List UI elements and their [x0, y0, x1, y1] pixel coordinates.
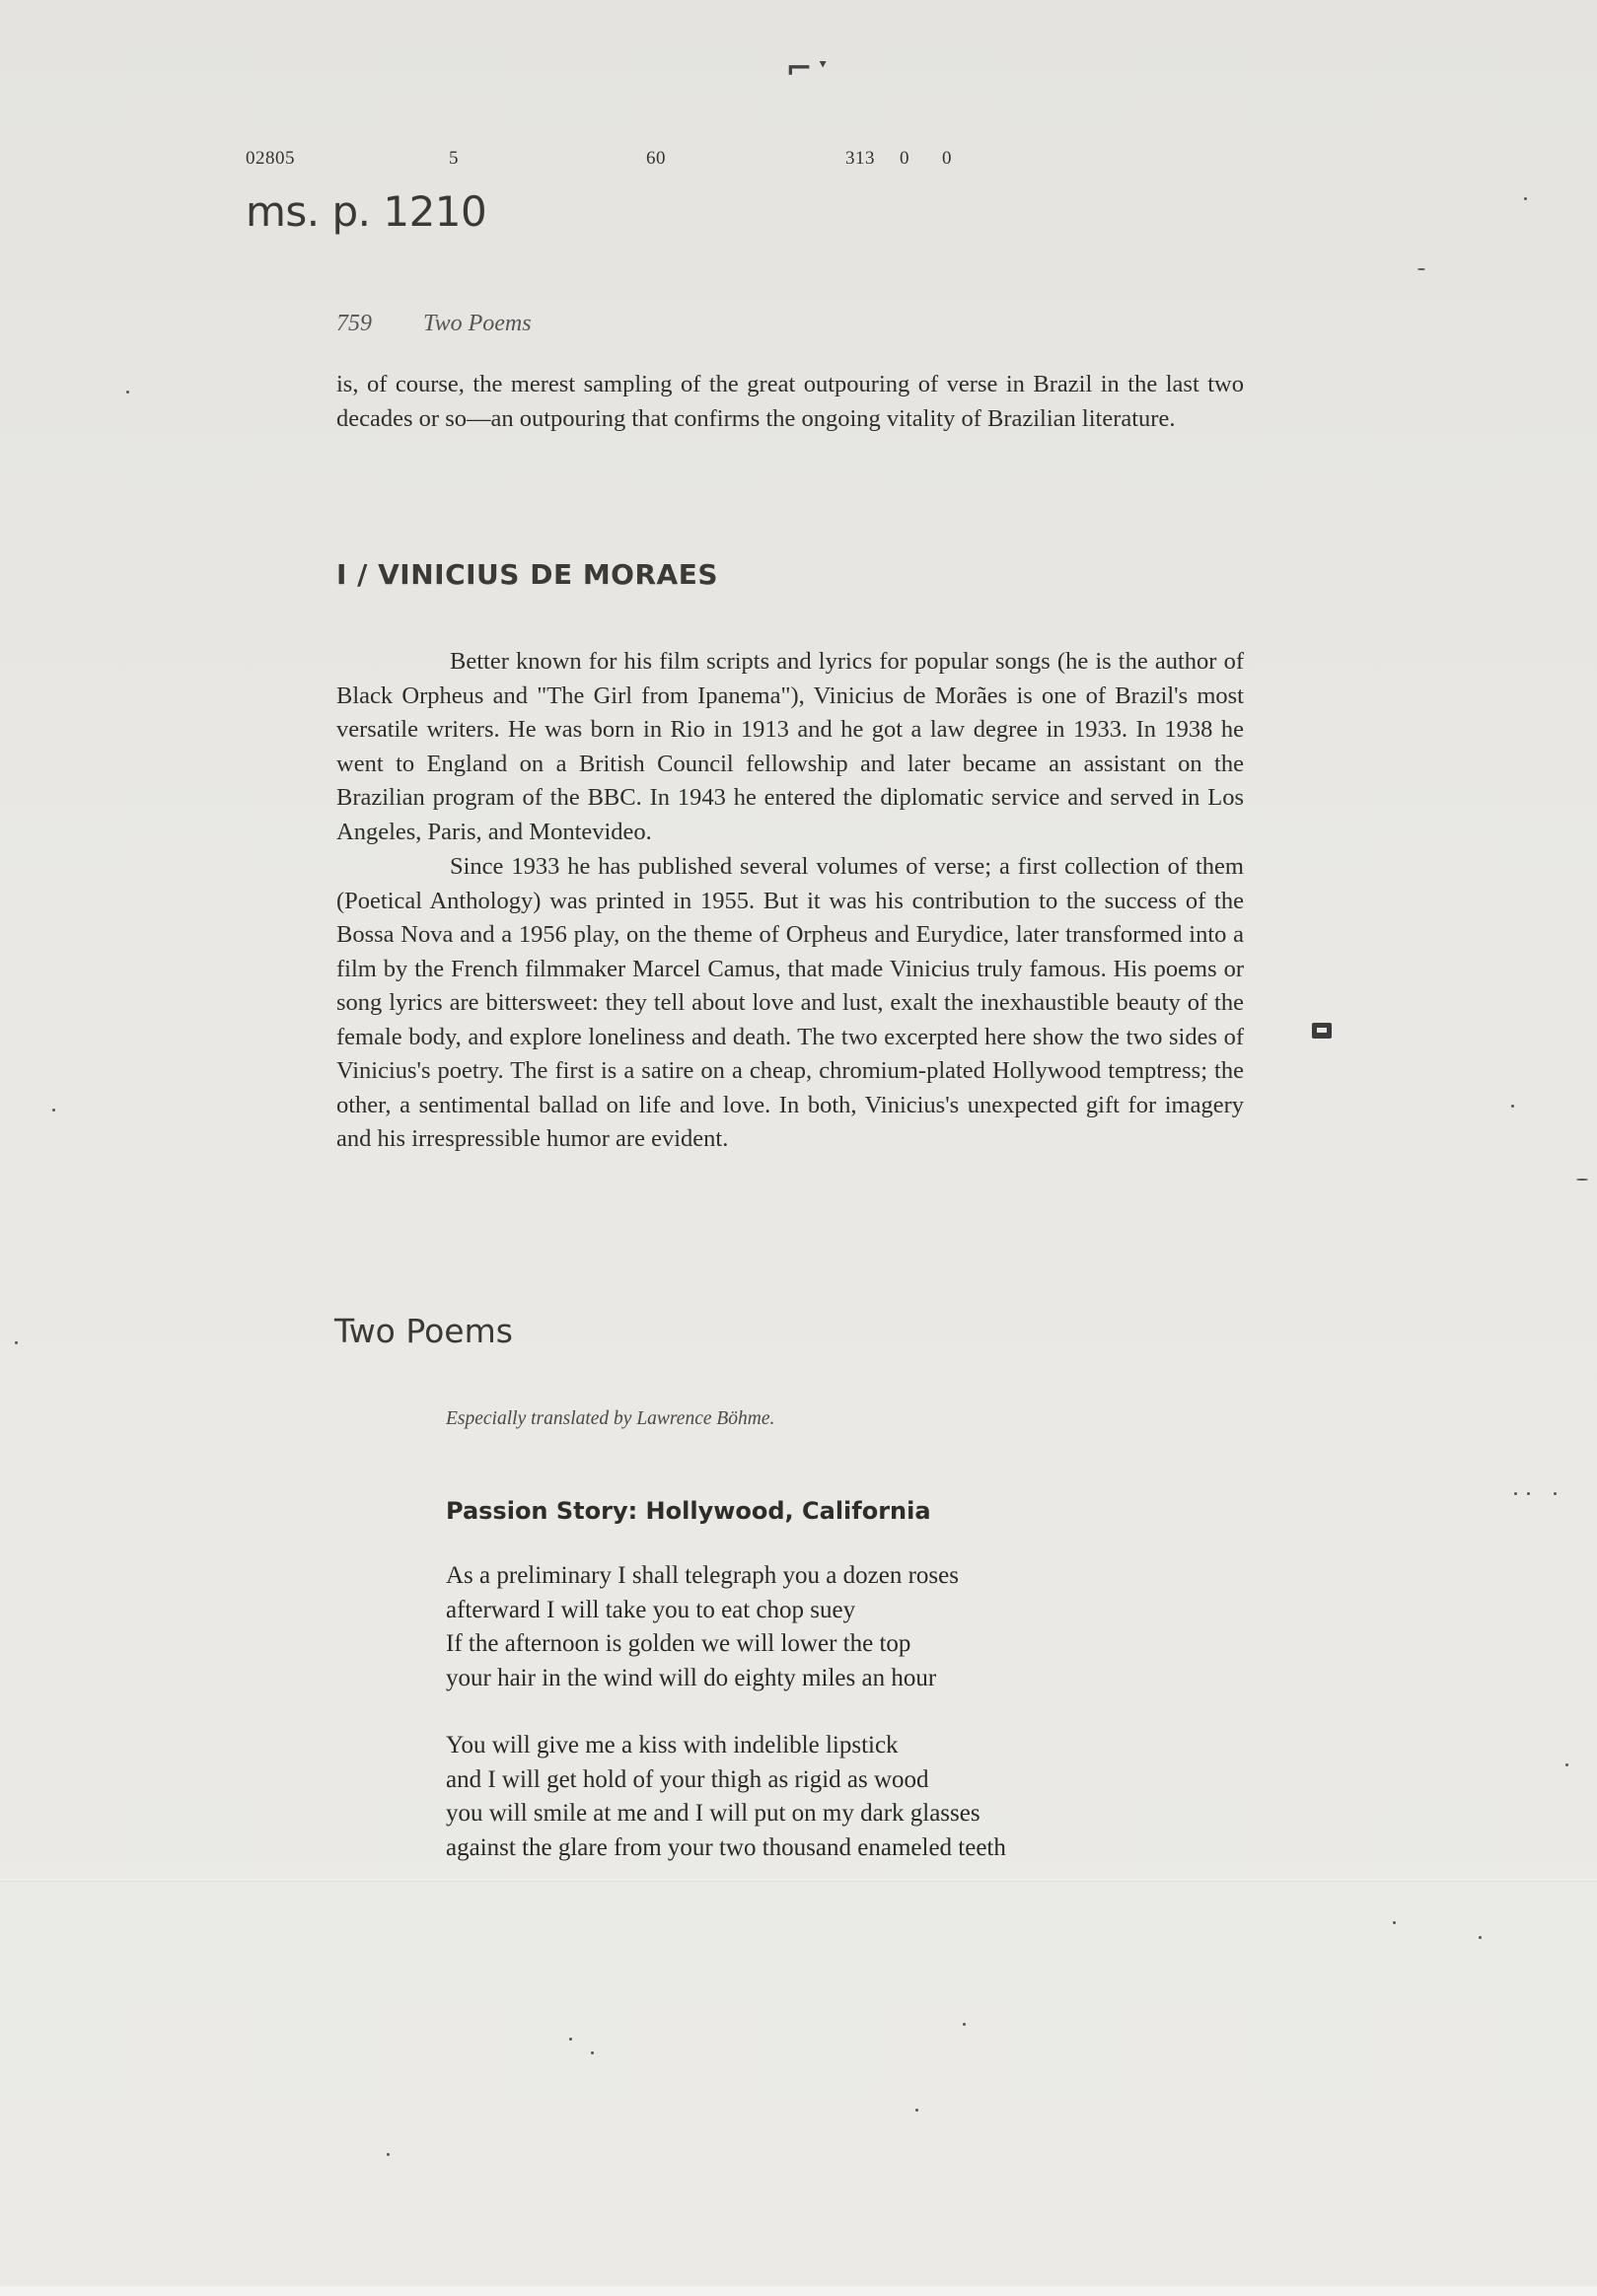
running-head-title: Two Poems: [423, 311, 532, 336]
poem-line: against the glare from your two thousand enameled teeth: [446, 1833, 1006, 1861]
poem-line: you will smile at me and I will put on my dark glasses: [446, 1800, 980, 1827]
section-heading: I / VINICIUS DE MORAES: [336, 558, 719, 591]
paper-speck: [1479, 1936, 1482, 1939]
paper-speck: [15, 1341, 18, 1344]
margin-marker-icon: [1312, 1023, 1332, 1039]
paper-speck: [1511, 1105, 1514, 1108]
poem-stanza-1: [446, 1559, 959, 1695]
poem-line: afterward I will take you to eat chop suey: [446, 1596, 856, 1623]
scan-bottom-edge: [0, 2286, 1597, 2296]
poem-line: You will give me a kiss with indelible lipstick: [446, 1732, 899, 1758]
paper-speck: [963, 2023, 966, 2026]
paper-speck: [1565, 1763, 1568, 1766]
header-code-3: 60: [646, 148, 666, 169]
poem-line: If the afternoon is golden we will lower the top: [446, 1630, 911, 1657]
crop-mark-icon: ⌐ˑ: [787, 46, 835, 92]
paper-speck: [1576, 1179, 1588, 1181]
poem-stanza-2: [446, 1729, 1006, 1865]
translator-credit: Especially translated by Lawrence Böhme.: [446, 1408, 775, 1429]
manuscript-page-reference: ms. p. 1210: [246, 187, 487, 236]
poem-line: your hair in the wind will do eighty miles an hour: [446, 1664, 937, 1691]
paper-speck: [1524, 197, 1527, 200]
poem-line: and I will get hold of your thigh as rigid as wood: [446, 1765, 929, 1793]
bio-paragraph-2: Since 1933 he has published several volumes of verse; a first collection of them (Poetical Anthology) was printed in 1955. But it was his contribution to the success of the Bossa Nova and a 1956 play, on the theme of Orpheus and Eurydice, later transformed into a film by the French filmmaker Marcel Camus, that made Vinicius truly famous. His poems or song lyrics are bittersweet: they tell about love and lust, exalt the inexhaustible beauty of the female body, and explore loneliness and death. The two excerpted here show the two sides of Vinicius's poetry. The first is a satire on a cheap, chromium-plated Hollywood temptress; the other, a sentimental ballad on life and love. In both, Vinicius's unexpected gift for imagery and his irrespressible humor are evident.: [336, 853, 1244, 1152]
header-code-1: 02805: [246, 148, 295, 169]
bio-paragraph-1: Better known for his film scripts and lyrics for popular songs (he is the author of Black Orpheus and "The Girl from Ipanema"), Vinicius de Morães is one of Brazil's most versatile writers. He was born in Rio in 1913 and he got a law degree in 1933. In 1938 he went to England on a British Council fellowship and later became an assistant on the Brazilian program of the BBC. In 1943 he entered the diplomatic service and served in Los Angeles, Paris, and Montevideo.: [336, 648, 1244, 845]
page-folio: 759: [336, 311, 372, 336]
intro-paragraph: is, of course, the merest sampling of the great outpouring of verse in Brazil in the last two decades or so—an outpouring that confirms the ongoing vitality of Brazilian literature.: [336, 371, 1244, 432]
paper-speck: [126, 391, 129, 394]
paper-speck: [1393, 1921, 1396, 1924]
paper-speck: [915, 2109, 918, 2112]
header-code-4: 313: [845, 148, 875, 169]
poem-title: Passion Story: Hollywood, California: [446, 1497, 931, 1525]
paper-speck: [52, 1109, 55, 1112]
paper-fold-line: [0, 1879, 1597, 1882]
running-head: [336, 311, 532, 337]
header-code-2: 5: [449, 148, 459, 169]
paper-speck: [1514, 1492, 1517, 1495]
paper-speck: [387, 2153, 390, 2156]
poems-title: Two Poems: [334, 1312, 513, 1350]
header-code-5: 0: [900, 148, 909, 169]
paper-speck: [591, 2051, 594, 2054]
paper-speck: [1417, 268, 1425, 270]
paper-speck: [1554, 1492, 1557, 1495]
poem-line: As a preliminary I shall telegraph you a dozen roses: [446, 1562, 959, 1589]
header-code-6: 0: [942, 148, 952, 169]
paper-speck: [569, 2038, 572, 2041]
paper-speck: [1527, 1492, 1530, 1495]
